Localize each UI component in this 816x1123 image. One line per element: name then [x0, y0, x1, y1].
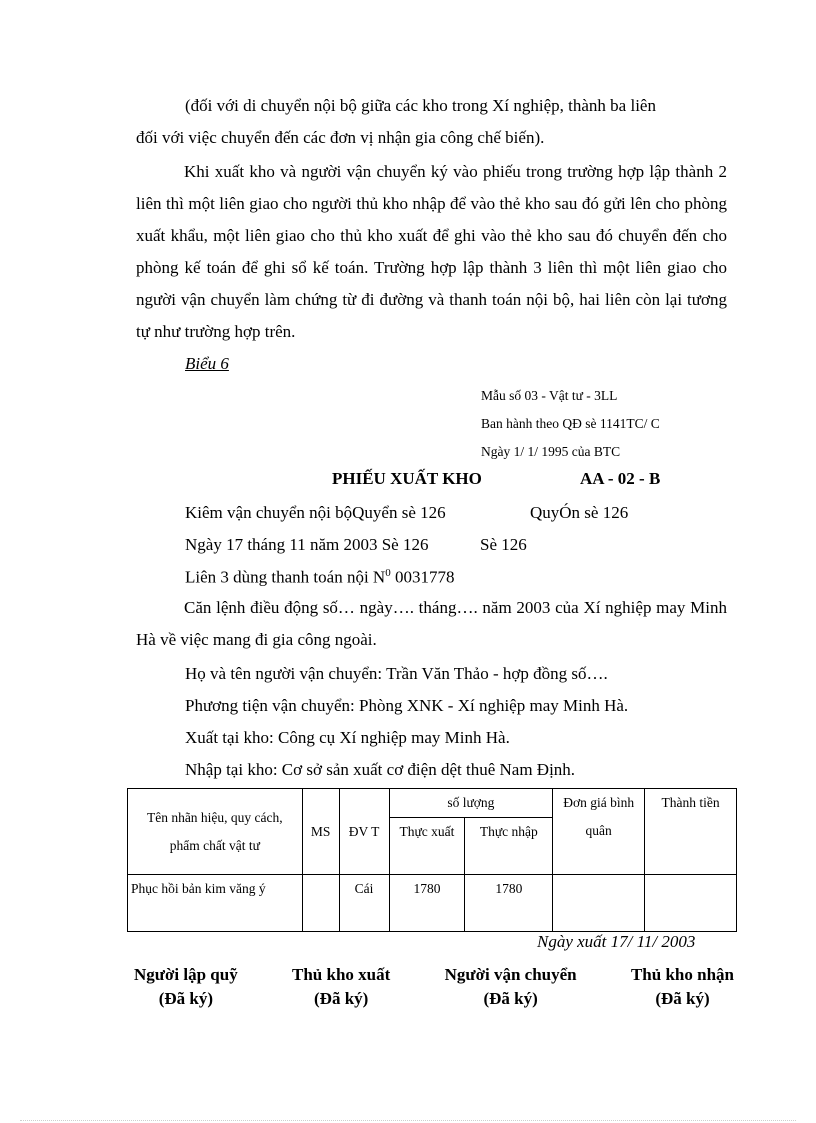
page-bottom-divider	[20, 1120, 796, 1121]
field-quyen-so: QuyÓn sè 126	[530, 503, 629, 522]
header-actual-in: Thực nhập	[465, 818, 553, 875]
slip-title: PHIẾU XUẤT KHO	[332, 469, 482, 488]
signature-role: Người lập quỹ	[134, 965, 238, 984]
cell-dvt: Cái	[339, 875, 389, 932]
header-actual-out: Thực xuất	[389, 818, 465, 875]
form-decision: Ban hành theo QĐ sè 1141TC/ C	[481, 416, 660, 431]
field-so: Sè 126	[480, 535, 527, 554]
signature-role: Thủ kho nhận	[630, 965, 734, 984]
form-date: Ngày 1/ 1/ 1995 của BTC	[481, 444, 621, 459]
signature-role: Thủ kho xuất	[292, 965, 391, 984]
bieu-label: Biểu 6	[185, 354, 229, 373]
intro-line-1: (đối với di chuyển nội bộ giữa các kho trong Xí nghiệp, thành ba liên	[185, 96, 656, 115]
cell-ms	[302, 875, 339, 932]
field-nhap-tai-kho: Nhập tại kho: Cơ sở sản xuất cơ điện dệt thuê Nam Định.	[185, 760, 576, 779]
paragraph-delivery-rules: Khi xuất kho và người vận chuyển ký vào phiếu trong trường hợp lập thành 2 liên thì một liên giao cho người thủ kho nhập để vào thẻ kho sau đó gửi lên cho phòng xuất khẩu, một liên giao cho thủ kho xuất để ghi vào thẻ kho sau đó chuyển đến cho phòng kế toán để ghi sổ kế toán. Trường hợp lập thành 3 liên thì một liên giao cho người vận chuyển làm chứng từ đi đường và thanh toán nội bộ, hai liên còn lại tương tự như trường hợp trên.	[136, 162, 727, 341]
field-kiem-van-chuyen: Kiêm vận chuyển nội bộQuyển sè 126	[185, 503, 446, 522]
materials-table	[127, 788, 737, 932]
intro-line-2: đối với việc chuyển đến các đơn vị nhận gia công chế biến).	[136, 128, 545, 147]
signature-status: (Đã ký)	[655, 989, 710, 1008]
signature-role: Người vận chuyển	[444, 965, 577, 984]
table-row	[128, 875, 737, 932]
header-name: Tên nhãn hiệu, quy cách, phẩm chất vật tư	[128, 789, 303, 875]
field-lien-3: Liên 3 dùng thanh toán nội $N^0$ 0031778	[185, 567, 455, 587]
signature-nguoi-van-chuyen	[445, 963, 577, 1011]
header-ms: MS	[302, 789, 339, 875]
cell-price	[553, 875, 645, 932]
signature-status: (Đã ký)	[314, 989, 369, 1008]
form-header	[481, 382, 660, 466]
field-xuat-tai-kho: Xuất tại kho: Công cụ Xí nghiệp may Minh Hà.	[185, 728, 510, 747]
form-code: Mẫu số 03 - Vật tư - 3LL	[481, 388, 618, 403]
header-unit-price: Đơn giá bình quân	[553, 789, 645, 875]
issue-date: Ngày xuất 17/ 11/ 2003	[537, 932, 696, 951]
signature-block	[134, 963, 734, 1011]
slip-code: AA - 02 - B	[580, 469, 661, 488]
header-qty: số lượng	[389, 789, 553, 818]
signature-status: (Đã ký)	[158, 989, 213, 1008]
no-superscript: 0	[385, 567, 391, 579]
signature-thu-kho-nhan	[631, 963, 734, 1011]
cell-name: Phục hồi bản kim văng ý	[128, 875, 303, 932]
signature-thu-kho-xuat	[292, 963, 390, 1011]
field-nguoi-van-chuyen: Họ và tên người vận chuyển: Trần Văn Thảo - hợp đồng số….	[185, 664, 608, 683]
cell-in: 1780	[465, 875, 553, 932]
signature-status: (Đã ký)	[483, 989, 538, 1008]
field-ngay: Ngày 17 tháng 11 năm 2003 Sè 126	[185, 535, 429, 554]
field-phuong-tien: Phương tiện vận chuyển: Phòng XNK - Xí nghiệp may Minh Hà.	[185, 696, 629, 715]
cell-out: 1780	[389, 875, 465, 932]
header-dvt: ĐV T	[339, 789, 389, 875]
field-can-lenh: Căn lệnh điều động số… ngày…. tháng…. năm 2003 của Xí nghiệp may Minh Hà về việc mang đi gia công ngoài.	[136, 598, 727, 649]
header-total: Thành tiền	[645, 789, 737, 875]
signature-nguoi-lap-quy	[134, 963, 238, 1011]
cell-total	[645, 875, 737, 932]
